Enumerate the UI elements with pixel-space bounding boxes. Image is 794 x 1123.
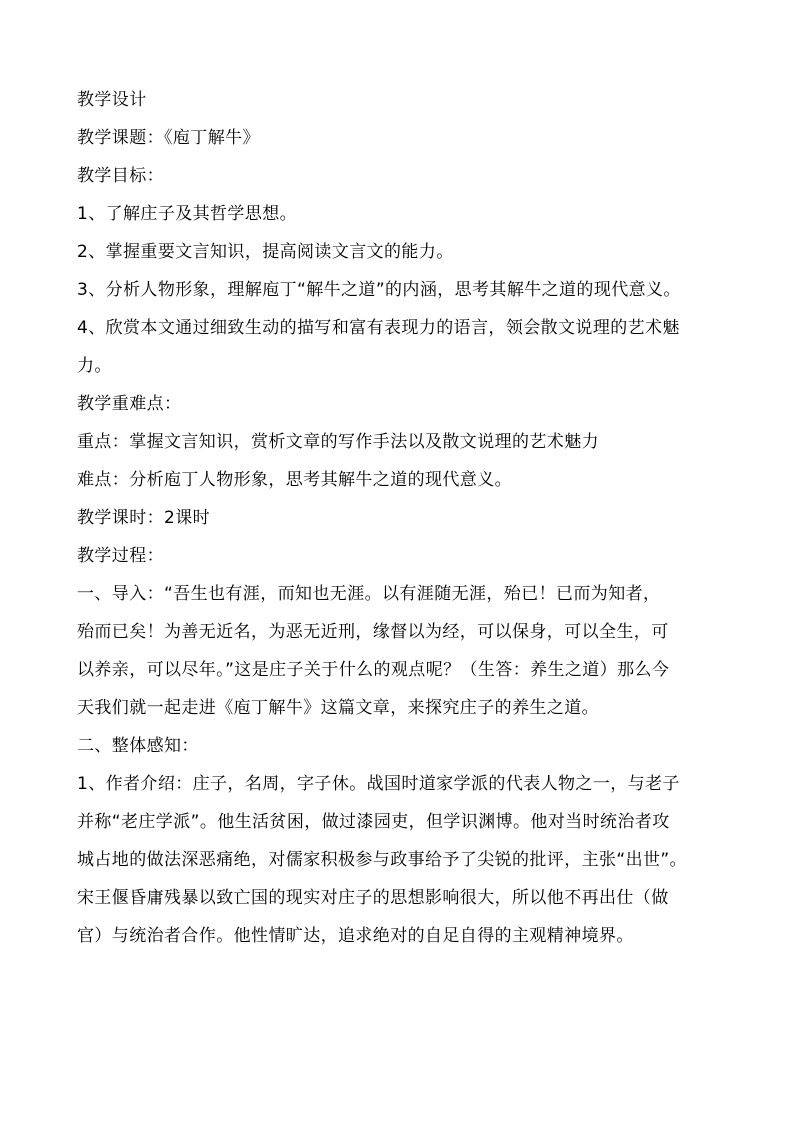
author-intro-line-2: 并称“老庄学派”。他生活贫困，做过漆园吏，但学识渊博。他对当时统治者攻: [77, 812, 670, 832]
difficult-point: 难点：分析庖丁人物形象，思考其解牛之道的现代意义。: [77, 470, 512, 490]
author-intro-line-3: 城占地的做法深恶痛绝，对儒家积极参与政事给予了尖锐的批评，主张“出世”。: [77, 850, 688, 870]
objective-4-line-2: 力。: [77, 356, 112, 376]
key-points-heading: 教学重难点：: [77, 394, 182, 414]
objective-3: 3、分析人物形象，理解庖丁“解牛之道”的内涵，思考其解牛之道的现代意义。: [77, 280, 681, 300]
doc-heading: 教学设计: [77, 90, 147, 110]
objective-1: 1、了解庄子及其哲学思想。: [77, 204, 298, 224]
intro-line-1: 一、导入：“吾生也有涯，而知也无涯。以有涯随无涯，殆已！已而为知者，: [77, 584, 661, 604]
lesson-topic: 教学课题：《庖丁解牛》: [77, 128, 260, 148]
author-intro-line-5: 官）与统治者合作。他性情旷达，追求绝对的自足自得的主观精神境界。: [77, 926, 634, 946]
objective-4-line-1: 4、欣赏本文通过细致生动的描写和富有表现力的语言，领会散文说理的艺术魅: [77, 318, 680, 338]
intro-line-4: 天我们就一起走进《庖丁解牛》这篇文章，来探究庄子的养生之道。: [77, 698, 599, 718]
objective-2: 2、掌握重要文言知识，提高阅读文言文的能力。: [77, 242, 454, 262]
key-point: 重点：掌握文言知识，赏析文章的写作手法以及散文说理的艺术魅力: [77, 432, 599, 452]
class-hours: 教学课时：2课时: [77, 508, 211, 528]
intro-line-2: 殆而已矣！为善无近名，为恶无近刑，缘督以为经，可以保身，可以全生，可: [77, 622, 669, 642]
overall-perception-heading: 二、整体感知：: [77, 736, 199, 756]
author-intro-line-1: 1、作者介绍：庄子，名周，字子休。战国时道家学派的代表人物之一，与老子: [77, 774, 680, 794]
intro-line-3: 以养亲，可以尽年。”这是庄子关于什么的观点呢？（生答：养生之道）那么今: [77, 660, 670, 680]
objectives-heading: 教学目标：: [77, 166, 164, 186]
author-intro-line-4: 宋王偃昏庸残暴以致亡国的现实对庄子的思想影响很大，所以他不再出仕（做: [77, 888, 669, 908]
document-page: [77, 84, 737, 958]
process-heading: 教学过程：: [77, 546, 164, 566]
